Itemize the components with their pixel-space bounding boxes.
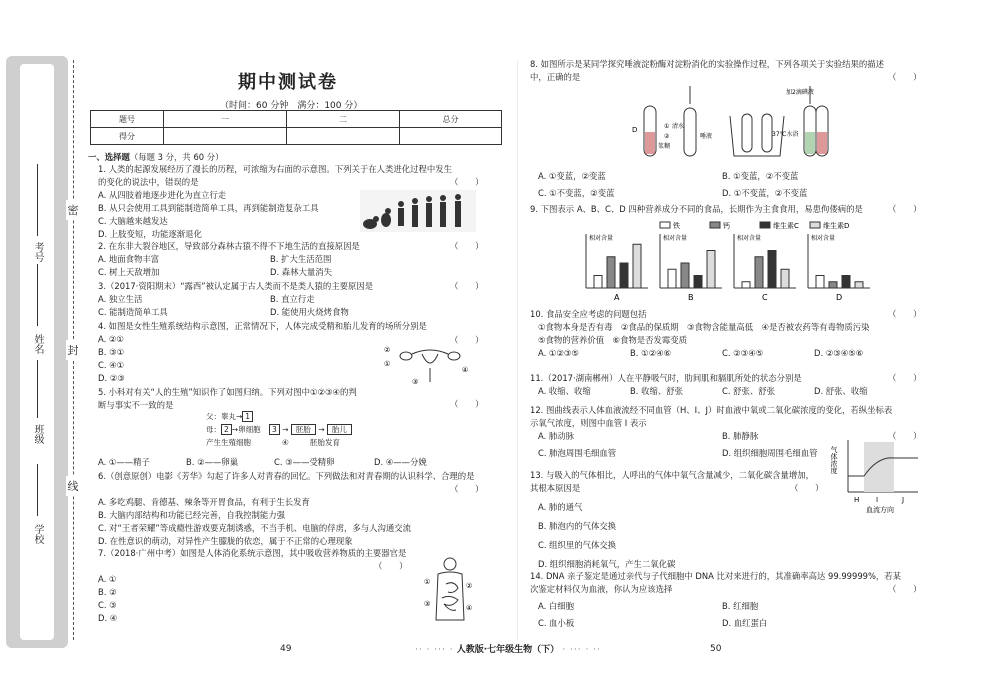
question-stem: 11.（2017·湖南郴州）人在平静吸气时，肋间肌和膈肌所处的状态分别是: [530, 373, 802, 383]
option-c[interactable]: C. 对“王者荣耀”等成瘾性游戏要克制诱惑，不当手机、电脑的俘虏，多与人沟通交流: [98, 523, 411, 533]
option-c[interactable]: C. 舒张、舒张: [722, 386, 776, 396]
answer-bracket[interactable]: （ ）: [888, 309, 922, 319]
score-cell: 题号: [91, 111, 164, 128]
statement-list: ⑤食物的营养价值 ⑥食物是否发霉变质: [538, 335, 688, 345]
option-c[interactable]: C. ③——受精卵: [274, 457, 335, 467]
flow-label-4: ④: [282, 438, 289, 447]
option-row: [538, 617, 901, 630]
legend-label: 钙: [723, 222, 730, 230]
question-stem: 14. DNA 亲子鉴定是通过亲代与子代细胞中 DNA 比对来进行的，其准确率高达 99.99999%，若某: [530, 571, 902, 581]
option-a[interactable]: A. 独立生活: [98, 294, 143, 304]
option-b[interactable]: B. ②——卵巢: [186, 457, 239, 467]
option-d[interactable]: D. 森林大量消失: [270, 267, 333, 277]
x-tick-label: B: [688, 293, 694, 302]
answer-bracket[interactable]: （ ）: [888, 72, 922, 82]
option-c[interactable]: C. 大脑越来越发达: [98, 216, 168, 226]
name-line: [37, 264, 38, 326]
question-stem: 中，正确的是: [530, 72, 581, 82]
x-tick-label: C: [762, 293, 768, 302]
option-row: [538, 385, 868, 398]
score-table: [90, 110, 502, 145]
option-a[interactable]: A. ①: [98, 574, 117, 584]
reproduction-flowchart: [206, 410, 352, 449]
bar: [842, 276, 850, 289]
starch-experiment-figure: [630, 86, 830, 162]
flow-mother: 母：: [206, 425, 221, 434]
option-a[interactable]: A. ①——精子: [98, 457, 150, 467]
test-tube-liquid: [645, 132, 655, 154]
question-8-options: [538, 170, 807, 200]
option-row: [98, 253, 360, 266]
option-b[interactable]: B. 肺静脉: [722, 431, 759, 441]
label-2: ②: [384, 346, 391, 354]
option-b[interactable]: B. ②: [98, 587, 117, 597]
exam-no-label: 考号: [32, 242, 43, 262]
evolution-figure: [360, 190, 476, 232]
x-axis-label: 血流方向: [866, 506, 894, 514]
question-stem: 次鉴定材料仅为血液，你认为应该选择: [530, 584, 673, 594]
label-1: ①: [384, 360, 391, 368]
question-3: [98, 280, 373, 319]
question-stem: 8. 如图所示是某同学探究唾液淀粉酶对淀粉消化的实验操作过程，下列各项关于实验结果的描述: [530, 59, 885, 69]
question-14: [530, 570, 901, 630]
question-10: [530, 308, 870, 360]
answer-bracket[interactable]: （ ）: [790, 483, 824, 493]
score-input-cell[interactable]: [164, 128, 287, 145]
bar: [694, 276, 702, 289]
label-4: ④: [466, 604, 473, 612]
flow-box-1: 1: [242, 411, 253, 422]
flow-row-father: [206, 410, 352, 423]
section-note: （每题 3 分，共 60 分）: [129, 152, 224, 162]
score-input-cell[interactable]: [287, 128, 400, 145]
option-row: [538, 347, 870, 360]
question-6: [98, 470, 475, 548]
answer-bracket[interactable]: （ ）: [374, 561, 408, 571]
question-stem: 1. 人类的起源发展经历了漫长的历程，可浓缩为右面的示意图。下列关于在人类进化过程中发生: [98, 164, 453, 174]
option-b[interactable]: B. 大脑内部结构和功能已经完善，自我控制能力强: [98, 510, 285, 520]
option-c[interactable]: C. ②③④⑤: [722, 348, 764, 358]
option-b[interactable]: B. 红细胞: [722, 601, 759, 611]
question-5-options: [98, 456, 427, 469]
flow-row-labels: [206, 436, 352, 449]
option-d[interactable]: D. 组织细胞消耗氧气，产生二氧化碳: [538, 559, 676, 569]
flow-fetus: 胎儿: [327, 424, 352, 435]
figure-label-1: ①: [664, 123, 670, 130]
option-b[interactable]: B. 肺泡内的气体交换: [538, 521, 617, 531]
flow-embryo: 胚胎: [291, 424, 316, 435]
question-13: [530, 469, 814, 571]
figure-label-saliva: 唾液: [700, 133, 713, 140]
flow-box-3: 3: [269, 424, 280, 435]
test-tubes: [644, 86, 828, 156]
option-c[interactable]: C. 树上天敌增加: [98, 267, 160, 277]
school-line: [37, 464, 38, 516]
exam-no-line: [37, 164, 38, 236]
class-line: [37, 360, 38, 418]
question-stem: 的变化的说法中，错误的是: [98, 177, 199, 187]
seal-char-mi: 密: [66, 200, 80, 220]
question-7: [98, 547, 406, 625]
score-table-score-row: [91, 128, 502, 145]
nutrient-bar-chart: [580, 220, 880, 306]
footer-dots: ·· · ··· ·: [415, 645, 454, 655]
name-label: 姓名: [32, 334, 43, 354]
option-d[interactable]: D. ②③④⑤⑥: [814, 348, 864, 358]
y-axis-label: 相对含量: [663, 235, 688, 242]
x-tick-j: J: [902, 496, 905, 504]
uterus-outline: [400, 350, 460, 382]
option-d[interactable]: D. 血红蛋白: [722, 618, 768, 628]
bar: [742, 282, 750, 288]
option-row: [538, 600, 901, 613]
legend-label: 维生素C: [773, 222, 799, 230]
label-3: ③: [412, 378, 419, 386]
seal-char-xian: 线: [66, 476, 80, 496]
option-d[interactable]: D. ④: [98, 613, 118, 623]
answer-bracket[interactable]: （ ）: [888, 431, 922, 441]
legend-label: 维生素D: [823, 222, 850, 230]
option-c[interactable]: C. ③: [98, 600, 117, 610]
option-row: [538, 170, 807, 183]
page-number-left: 49: [280, 644, 292, 654]
score-table-header-row: [91, 111, 502, 128]
question-stem: 13. 与吸入的气体相比，人呼出的气体中氧气含量减少，二氧化碳含量增加，: [530, 470, 814, 480]
option-a[interactable]: A. 肺的通气: [538, 502, 583, 512]
question-11: [530, 372, 868, 398]
label-3: ③: [424, 600, 431, 608]
school-label: 学校: [32, 524, 43, 544]
option-b[interactable]: B. 从只会使用工具到能制造简单工具，再到能制造复杂工具: [98, 203, 319, 213]
footer-label: [415, 642, 601, 655]
question-4: [98, 320, 427, 385]
x-tick-i: I: [876, 496, 879, 504]
answer-bracket[interactable]: （ ）: [450, 241, 484, 251]
option-a[interactable]: A. 多吃鸡腿、肯德基、辣条等开胃食品，有利于生长发育: [98, 497, 310, 507]
option-a[interactable]: A. ②①: [98, 334, 124, 344]
option-d[interactable]: D. 舒张、收缩: [814, 386, 868, 396]
bar: [755, 257, 763, 288]
statement-list: ①食物本身是否有毒 ②食品的保质期 ③食物含能量高低 ④是否被农药等有毒物质污染: [538, 322, 870, 332]
bar: [594, 276, 602, 289]
question-9: [530, 203, 863, 216]
option-row: [538, 187, 807, 200]
question-5: [98, 386, 357, 412]
option-d[interactable]: D. ①不变蓝，②不变蓝: [722, 188, 808, 198]
footer-dots: · ··· · ··: [562, 645, 601, 655]
score-cell: 二: [287, 111, 400, 128]
page-divider: [517, 60, 518, 640]
test-tube-liquid: [817, 132, 827, 154]
flow-father: 父：睾丸→: [206, 412, 243, 421]
label-2: ②: [466, 582, 473, 590]
option-b[interactable]: B. ③①: [98, 347, 125, 357]
question-stem: 示氧气浓度，则图中血管 I 表示: [530, 418, 647, 428]
question-2: [98, 240, 360, 279]
question-stem: 4. 如图是女性生殖系统结构示意图，正常情况下，人体完成受精和胎儿发育的场所分别是: [98, 321, 427, 331]
option-d[interactable]: D. 能使用火烧烤食物: [270, 307, 349, 317]
answer-bracket[interactable]: （ ）: [450, 335, 484, 345]
class-label: 班级: [32, 424, 43, 444]
option-c[interactable]: C. 能制造简单工具: [98, 307, 168, 317]
score-cell: 得分: [91, 128, 164, 145]
legend-label: 铁: [673, 222, 680, 230]
section-title: 一、选择题: [88, 152, 130, 162]
option-row: [98, 293, 373, 306]
question-stem: 其根本原因是: [530, 483, 581, 493]
option-b[interactable]: B. 收缩、舒张: [630, 386, 683, 396]
question-stem: 10. 食品安全应考虑的问题包括: [530, 309, 647, 319]
seal-char-feng: 封: [66, 340, 80, 360]
label-4: ④: [462, 366, 469, 374]
option-c[interactable]: C. 肺泡周围毛细血管: [538, 448, 617, 458]
option-c[interactable]: C. ①不变蓝，②变蓝: [538, 188, 615, 198]
option-a[interactable]: A. 白细胞: [538, 601, 575, 611]
label-1: ①: [424, 578, 431, 586]
answer-bracket[interactable]: （ ）: [888, 204, 922, 214]
option-d[interactable]: D. 组织细胞周围毛细血管: [722, 448, 818, 458]
question-8: [530, 58, 884, 84]
answer-bracket[interactable]: （ ）: [888, 584, 922, 594]
score-input-cell[interactable]: [400, 128, 502, 145]
y-axis-label: 相对含量: [589, 235, 614, 242]
bar: [681, 263, 689, 288]
answer-bracket[interactable]: （ ）: [450, 484, 484, 494]
exam-info: （时间：60 分钟 满分：100 分）: [220, 101, 363, 111]
option-a[interactable]: A. ①②③⑤: [538, 348, 579, 358]
blood-flow-curve-chart: [830, 436, 920, 514]
bar: [855, 282, 863, 288]
answer-bracket[interactable]: （ ）: [450, 281, 484, 291]
bar: [607, 257, 615, 288]
binding-strip: [6, 56, 68, 648]
bar: [668, 269, 676, 288]
digestive-system-figure: [424, 556, 476, 622]
option-row: [98, 266, 360, 279]
flow-egg: →卵细胞: [231, 425, 261, 434]
question-stem: 6.（创意原创）电影《芳华》勾起了许多人对青春的回忆。下列做法和对青春期的认识科学、合理的是: [98, 471, 475, 481]
x-tick-label: A: [614, 293, 620, 302]
figure-label-d: D: [632, 126, 638, 134]
option-a[interactable]: A. 收缩、收缩: [538, 386, 591, 396]
option-d[interactable]: D. 在性意识的萌动，对异性产生朦胧的依恋，属于不正常的心理现象: [98, 536, 353, 546]
legend-swatch: [660, 222, 670, 228]
option-b[interactable]: B. ①变蓝，②不变蓝: [722, 171, 799, 181]
question-stem: 3.（2017·资阳期末）“露西”被认定属于古人类而不是类人猿的主要原因是: [98, 281, 374, 291]
bar: [829, 282, 837, 288]
figure-label-clear-water: 清水: [672, 123, 685, 130]
footer-text: 人教版·七年级生物（下）: [456, 645, 560, 655]
x-tick-h: H: [854, 496, 860, 504]
option-a[interactable]: A. 地面食物丰富: [98, 254, 160, 264]
legend-swatch: [710, 222, 720, 228]
option-d[interactable]: D. ②③: [98, 373, 125, 383]
legend-swatch: [810, 222, 820, 228]
answer-bracket[interactable]: （ ）: [888, 373, 922, 383]
bar: [633, 244, 641, 288]
question-stem: 9. 下图表示 A、B、C、D 四种营养成分不同的食品，长期作为主食食用，易患佝偻病的是: [530, 204, 863, 214]
flow-box-2: 2: [221, 424, 232, 435]
flow-row-mother: 母： 2 →卵细胞 3 → 胚胎 → 胎儿: [206, 423, 352, 436]
x-tick-label: D: [836, 293, 843, 302]
option-d[interactable]: D. ④——分娩: [374, 457, 427, 467]
question-stem: 7.（2018·广州中考）如图是人体消化系统示意图，其中吸收营养物质的主要器官是: [98, 548, 407, 558]
option-a[interactable]: A. 从四肢着地逐步进化为直立行走: [98, 190, 227, 200]
option-b[interactable]: B. 扩大生活范围: [270, 254, 332, 264]
flow-label-dev: 胚胎发育: [310, 438, 340, 447]
y-axis-label: 相对含量: [737, 235, 762, 242]
option-c[interactable]: C. ④①: [98, 360, 125, 370]
figure-label-paste: 浆糊: [658, 143, 671, 150]
bar: [707, 251, 715, 289]
answer-bracket[interactable]: （ ）: [450, 399, 484, 409]
option-row: [98, 306, 373, 319]
bar: [768, 251, 776, 289]
option-a[interactable]: A. ①变蓝，②变蓝: [538, 171, 606, 181]
y-axis-label: 相对含量: [811, 235, 836, 242]
option-d[interactable]: D. 上肢变短，功能逐渐退化: [98, 229, 202, 239]
flow-label-gen: 产生生殖细胞: [206, 438, 251, 447]
question-stem: 断与事实不一致的是: [98, 400, 174, 410]
page-number-right: 50: [710, 644, 722, 654]
figure-label-iodine: 加2滴碘液: [786, 89, 814, 96]
page-title: 期中测试卷: [238, 72, 338, 93]
body-outline: [436, 558, 464, 620]
question-stem: 2. 在东非大裂谷地区，导致部分森林古猿不得不下地生活的直接原因是: [98, 241, 360, 251]
answer-bracket[interactable]: （ ）: [450, 177, 484, 187]
bar: [781, 269, 789, 288]
test-tube-liquid: [805, 132, 815, 154]
question-stem: 5. 小科对有关“人的生殖”知识作了如图归纳。下列对图中①②③④的判: [98, 387, 357, 397]
option-c[interactable]: C. 组织里的气体交换: [538, 540, 617, 550]
y-axis-label: 气体浓度: [830, 446, 838, 474]
female-reproductive-figure: [382, 342, 478, 386]
figure-label-water-bath: 37℃水浴: [772, 131, 799, 138]
legend-swatch: [760, 222, 770, 228]
binding-strip-inner: [20, 64, 54, 640]
figure-label-2: ②: [664, 133, 670, 140]
question-stem: 12. 图曲线表示人体血液流经不同血管（H、I、J）时血液中氧或二氧化碳浓度的变化，若纵坐标表: [530, 405, 893, 415]
option-a[interactable]: A. 肺动脉: [538, 431, 575, 441]
capillary-band: [864, 442, 894, 492]
bar: [816, 276, 824, 289]
score-cell: 一: [164, 111, 287, 128]
score-cell: 总分: [400, 111, 502, 128]
option-b[interactable]: B. 直立行走: [270, 294, 315, 304]
option-b[interactable]: B. ①②④⑥: [630, 348, 672, 358]
bar: [620, 263, 628, 288]
option-c[interactable]: C. 血小板: [538, 618, 575, 628]
